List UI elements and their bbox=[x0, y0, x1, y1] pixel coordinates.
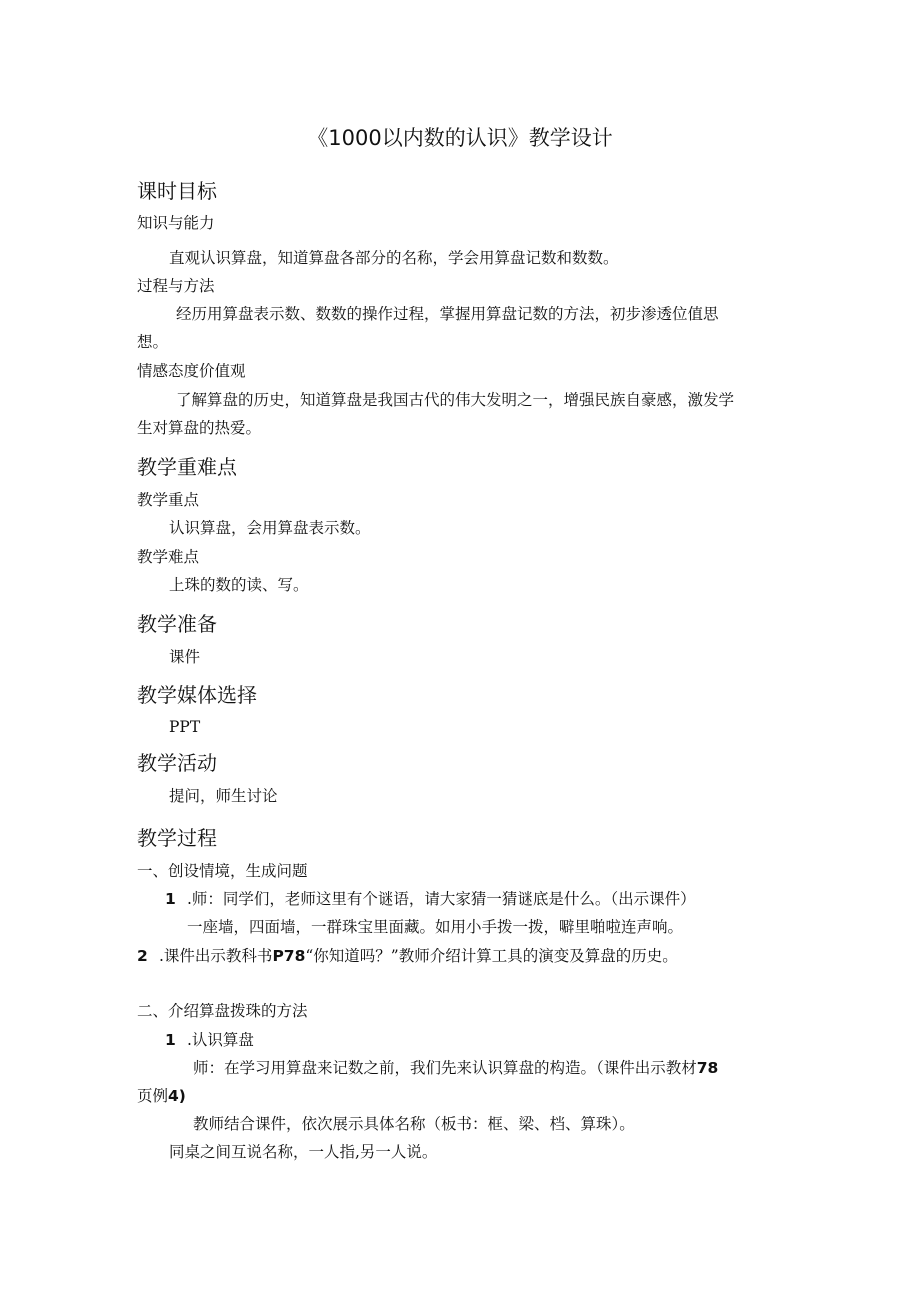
section1-item1-text: .师：同学们，老师这里有个谜语，请大家猜一猜谜底是什么。（出示课件） bbox=[187, 890, 696, 908]
process-text-line1: 经历用算盘表示数、数数的操作过程，掌握用算盘记数的方法，初步渗透位值思 bbox=[176, 305, 719, 323]
difficulty-label: 教学难点 bbox=[137, 548, 200, 566]
section1-item2-number: 2 bbox=[137, 947, 148, 965]
section2-desk-mates: 同桌之间互说名称，一人指,另一人说。 bbox=[169, 1143, 438, 1161]
section2-teacher-line2 bbox=[137, 1086, 186, 1106]
section2-teacher-line1 bbox=[193, 1058, 718, 1078]
section2-teacher-page: 78 bbox=[696, 1059, 719, 1077]
section1-item2-text-post: “你知道吗？”教师介绍计算工具的演变及算盘的历史。 bbox=[305, 947, 678, 965]
document-title: 《1000以内数的认识》教学设计 bbox=[307, 126, 613, 150]
process-heading: 教学过程 bbox=[137, 826, 217, 850]
section2-teacher-example: 4) bbox=[168, 1087, 186, 1105]
activity-text: 提问，师生讨论 bbox=[169, 787, 278, 805]
section1-item1-number: 1 bbox=[165, 890, 176, 908]
knowledge-text: 直观认识算盘，知道算盘各部分的名称，学会用算盘记数和数数。 bbox=[169, 249, 619, 267]
section2-item1-number: 1 bbox=[165, 1031, 176, 1049]
focus-text: 认识算盘，会用算盘表示数。 bbox=[169, 519, 371, 537]
section2-teacher-line2-text: 页例 bbox=[137, 1087, 169, 1105]
preparation-heading: 教学准备 bbox=[137, 612, 217, 636]
section1-riddle: 一座墙，四面墙，一群珠宝里面藏。如用小手拨一拨，噼里啪啦连声响。 bbox=[187, 918, 684, 936]
section2-item1 bbox=[165, 1030, 254, 1050]
difficulty-text: 上珠的数的读、写。 bbox=[169, 576, 309, 594]
key-points-heading: 教学重难点 bbox=[137, 455, 237, 479]
emotion-text-line2: 生对算盘的热爱。 bbox=[137, 419, 262, 437]
objectives-heading: 课时目标 bbox=[137, 179, 217, 203]
section1-item2-text-pre: .课件出示教科书 bbox=[159, 947, 273, 965]
focus-label: 教学重点 bbox=[137, 491, 200, 509]
section2-title: 二、介绍算盘拨珠的方法 bbox=[137, 1002, 308, 1020]
emotion-label: 情感态度价值观 bbox=[137, 362, 246, 380]
activity-heading: 教学活动 bbox=[137, 751, 217, 775]
knowledge-label: 知识与能力 bbox=[137, 214, 215, 232]
section2-item1-text: .认识算盘 bbox=[187, 1031, 254, 1049]
media-heading: 教学媒体选择 bbox=[137, 683, 257, 707]
emotion-text-line1: 了解算盘的历史，知道算盘是我国古代的伟大发明之一，增强民族自豪感，激发学 bbox=[176, 391, 735, 409]
section2-teacher-text: 师：在学习用算盘来记数之前，我们先来认识算盘的构造。（课件出示教材 bbox=[193, 1059, 697, 1077]
process-label: 过程与方法 bbox=[137, 277, 215, 295]
preparation-text: 课件 bbox=[169, 648, 201, 666]
section1-item1 bbox=[165, 889, 696, 909]
section1-item2 bbox=[137, 946, 678, 966]
process-text-line2: 想。 bbox=[137, 333, 169, 351]
media-text: PPT bbox=[169, 718, 201, 736]
section1-item2-ref: P78 bbox=[272, 947, 306, 965]
section2-teacher-show: 教师结合课件，依次展示具体名称（板书：框、梁、档、算珠）。 bbox=[193, 1115, 635, 1133]
section1-title: 一、创设情境，生成问题 bbox=[137, 862, 308, 880]
